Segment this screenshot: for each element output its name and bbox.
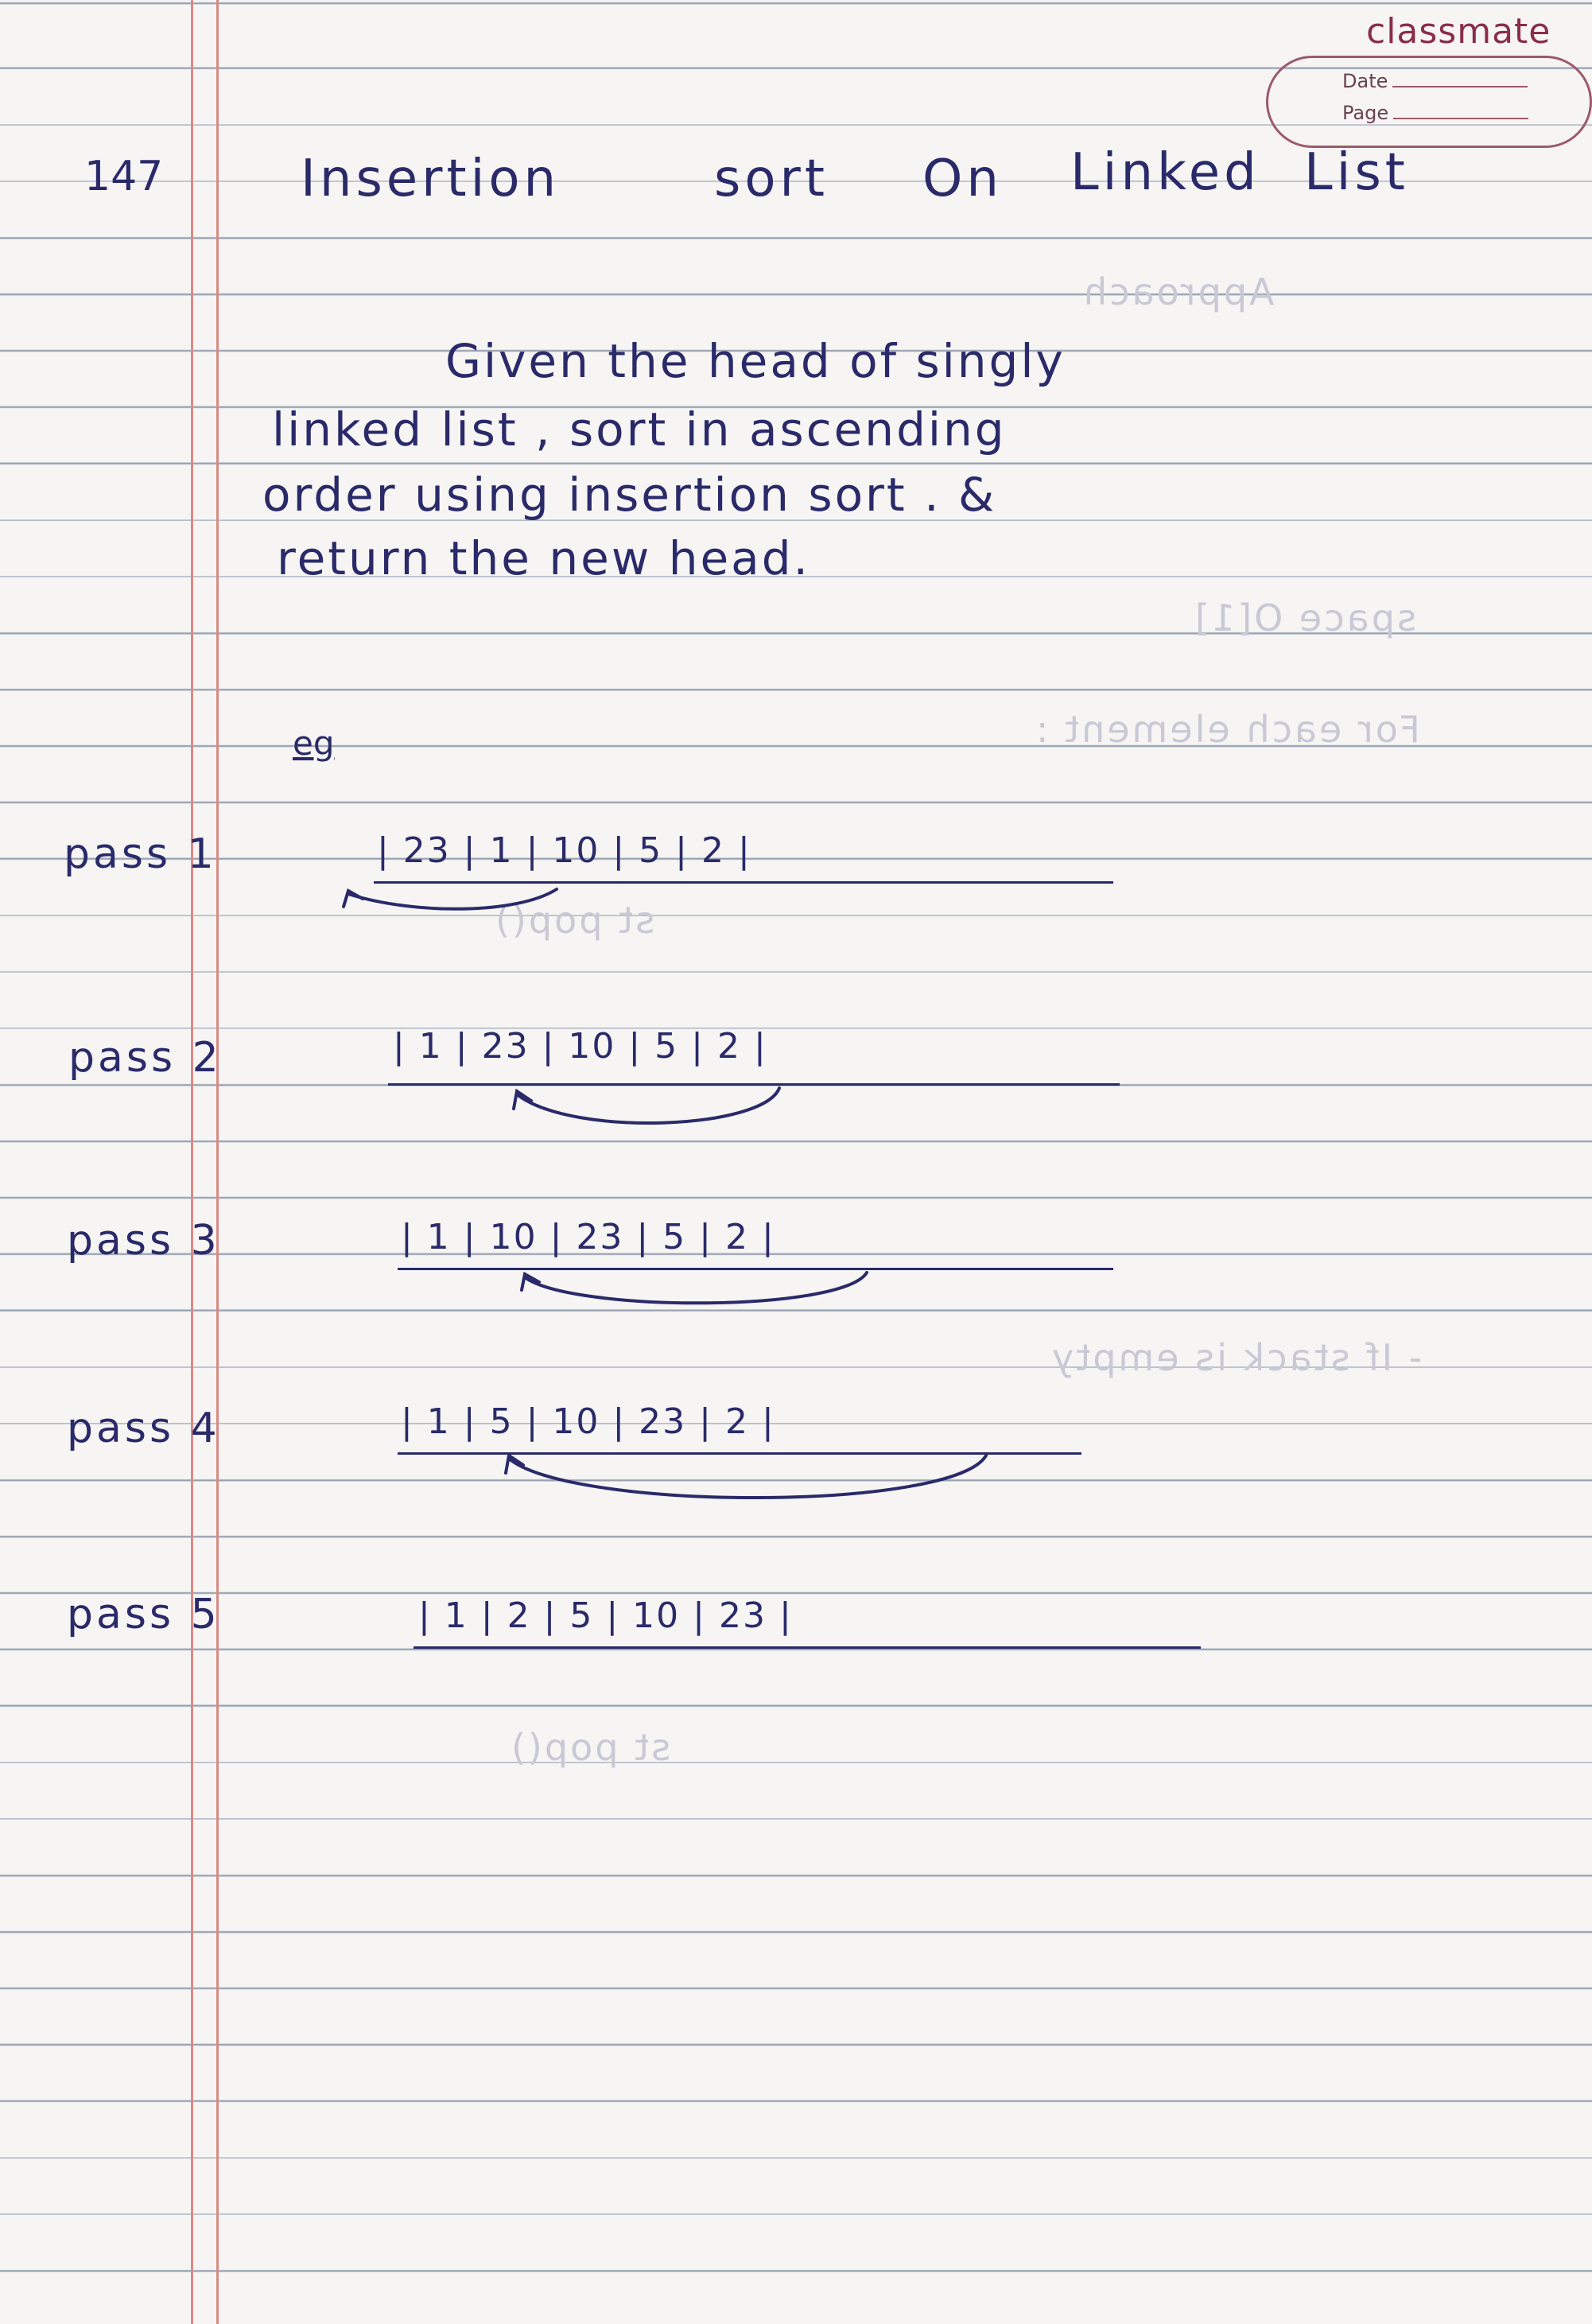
- pass-4-arrow: [509, 1455, 986, 1498]
- pass-label-4: pass 4: [67, 1405, 220, 1452]
- bleed-through-text: For each element :: [1034, 708, 1420, 751]
- pass-list-3: | 1 | 10 | 23 | 5 | 2 |: [401, 1217, 775, 1257]
- title-word-1: Insertion: [301, 150, 561, 208]
- pass-list-2: | 1 | 23 | 10 | 5 | 2 |: [393, 1026, 767, 1067]
- pass-underline-2: [388, 1083, 1120, 1086]
- page-label: Page: [1342, 102, 1389, 124]
- title-word-5: List: [1304, 143, 1409, 202]
- title-word-4: Linked: [1070, 143, 1260, 202]
- margin-line-left: [191, 0, 193, 2324]
- bleed-through-text: st pop(): [509, 1726, 671, 1769]
- margin-line-right: [216, 0, 219, 2324]
- example-label: eg: [293, 724, 335, 763]
- page-number: 147: [84, 153, 164, 200]
- bleed-through-text: space O[1]: [1193, 597, 1416, 639]
- pass-list-1: | 23 | 1 | 10 | 5 | 2 |: [377, 830, 751, 871]
- problem-line-1: Given the head of singly: [445, 334, 1066, 388]
- title-word-3: On: [922, 150, 1003, 208]
- pass-2-arrow: [517, 1088, 779, 1123]
- pass-label-3: pass 3: [67, 1217, 220, 1265]
- page-field: [1342, 102, 1528, 124]
- bleed-through-text: Approach: [1081, 270, 1275, 313]
- pass-1-arrowhead: [344, 891, 363, 907]
- pass-3-arrowhead: [522, 1274, 539, 1290]
- date-field: [1342, 70, 1528, 92]
- pass-2-arrowhead: [514, 1091, 531, 1109]
- pass-underline-5: [414, 1646, 1201, 1649]
- pass-label-1: pass 1: [64, 830, 217, 878]
- pass-4-arrowhead: [506, 1455, 523, 1473]
- bleed-through-text: st pop(): [493, 899, 655, 942]
- date-label: Date: [1342, 70, 1388, 92]
- pass-list-5: | 1 | 2 | 5 | 10 | 23 |: [418, 1595, 793, 1636]
- pass-label-2: pass 2: [68, 1034, 222, 1082]
- problem-line-3: order using insertion sort . &: [262, 468, 997, 522]
- pass-underline-3: [398, 1268, 1113, 1270]
- pass-underline-4: [398, 1452, 1081, 1455]
- title-word-2: sort: [714, 150, 829, 208]
- pass-underline-1: [374, 881, 1113, 884]
- problem-line-4: return the new head.: [277, 531, 810, 585]
- bleed-through-text: - If stack is empty: [1050, 1336, 1423, 1379]
- brand-logo: classmate: [1366, 11, 1551, 52]
- problem-line-2: linked list , sort in ascending: [272, 402, 1007, 457]
- pass-label-5: pass 5: [67, 1591, 220, 1638]
- pass-3-arrow: [525, 1273, 867, 1303]
- pass-list-4: | 1 | 5 | 10 | 23 | 2 |: [401, 1401, 775, 1442]
